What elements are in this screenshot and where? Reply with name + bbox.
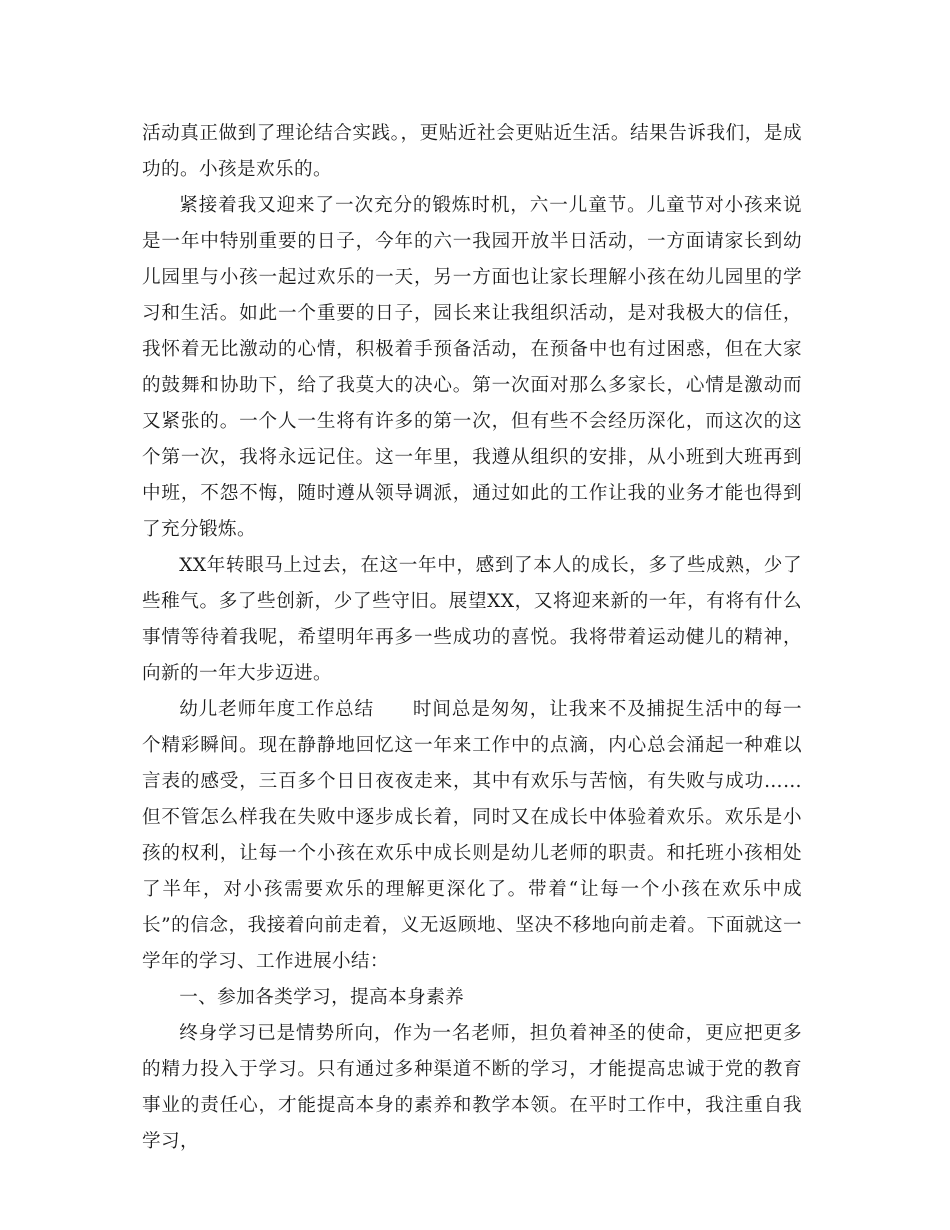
- paragraph-3: XX年转眼马上过去，在这一年中，感到了本人的成长，多了些成熟，少了些稚气。多了些创新，少了些守旧。展望XX，又将迎来新的一年，有将有什么事情等待着我呢，希望明年再多一些成功的喜悦。我将带着运动健儿的精神，向新的一年大步迈进。: [142, 555, 802, 684]
- paragraph-5: 终身学习已是情势所向，作为一名老师，担负着神圣的使命，更应把更多的精力投入于学习。只有通过多种渠道不断的学习，才能提高忠诚于党的教育事业的责任心，才能提高本身的素养和教学本领。在平时工作中，我注重自我学习，: [142, 1023, 802, 1152]
- paragraph-4: 幼儿老师年度工作总结 时间总是匆匆，让我来不及捕捉生活中的每一个精彩瞬间。现在静静地回忆这一年来工作中的点滴，内心总会涌起一种难以言表的感受，三百多个日日夜夜走来，其中有欢乐与苦恼，有失败与成功……但不管怎么样我在失败中逐步成长着，同时又在成长中体验着欢乐。欢乐是小孩的权利，让每一个小孩在欢乐中成长则是幼儿老师的职责。和托班小孩相处了半年，对小孩需要欢乐的理解更深化了。带着“让每一个小孩在欢乐中成长”的信念，我接着向前走着，义无返顾地、坚决不移地向前走着。下面就这一学年的学习、工作进展小结：: [142, 699, 802, 972]
- section-heading-1: 一、参加各类学习，提高本身素养: [179, 987, 465, 1008]
- paragraph-2: 紧接着我又迎来了一次充分的锻炼时机，六一儿童节。儿童节对小孩来说是一年中特别重要的日子，今年的六一我园开放半日活动，一方面请家长到幼儿园里与小孩一起过欢乐的一天，另一方面也让家长理解小孩在幼儿园里的学习和生活。如此一个重要的日子，园长来让我组织活动，是对我极大的信任，我怀着无比激动的心情，积极着手预备活动，在预备中也有过困惑，但在大家的鼓舞和协助下，给了我莫大的决心。第一次面对那么多家长，心情是激动而又紧张的。一个人一生将有许多的第一次，但有些不会经历深化，而这次的这个第一次，我将永远记住。这一年里，我遵从组织的安排，从小班到大班再到中班，不怨不悔，随时遵从领导调派，通过如此的工作让我的业务才能也得到了充分锻炼。: [142, 195, 802, 540]
- paragraph-1: 活动真正做到了理论结合实践。，更贴近社会更贴近生活。结果告诉我们，是成功的。小孩是欢乐的。: [142, 123, 802, 180]
- document-body: [142, 116, 802, 1160]
